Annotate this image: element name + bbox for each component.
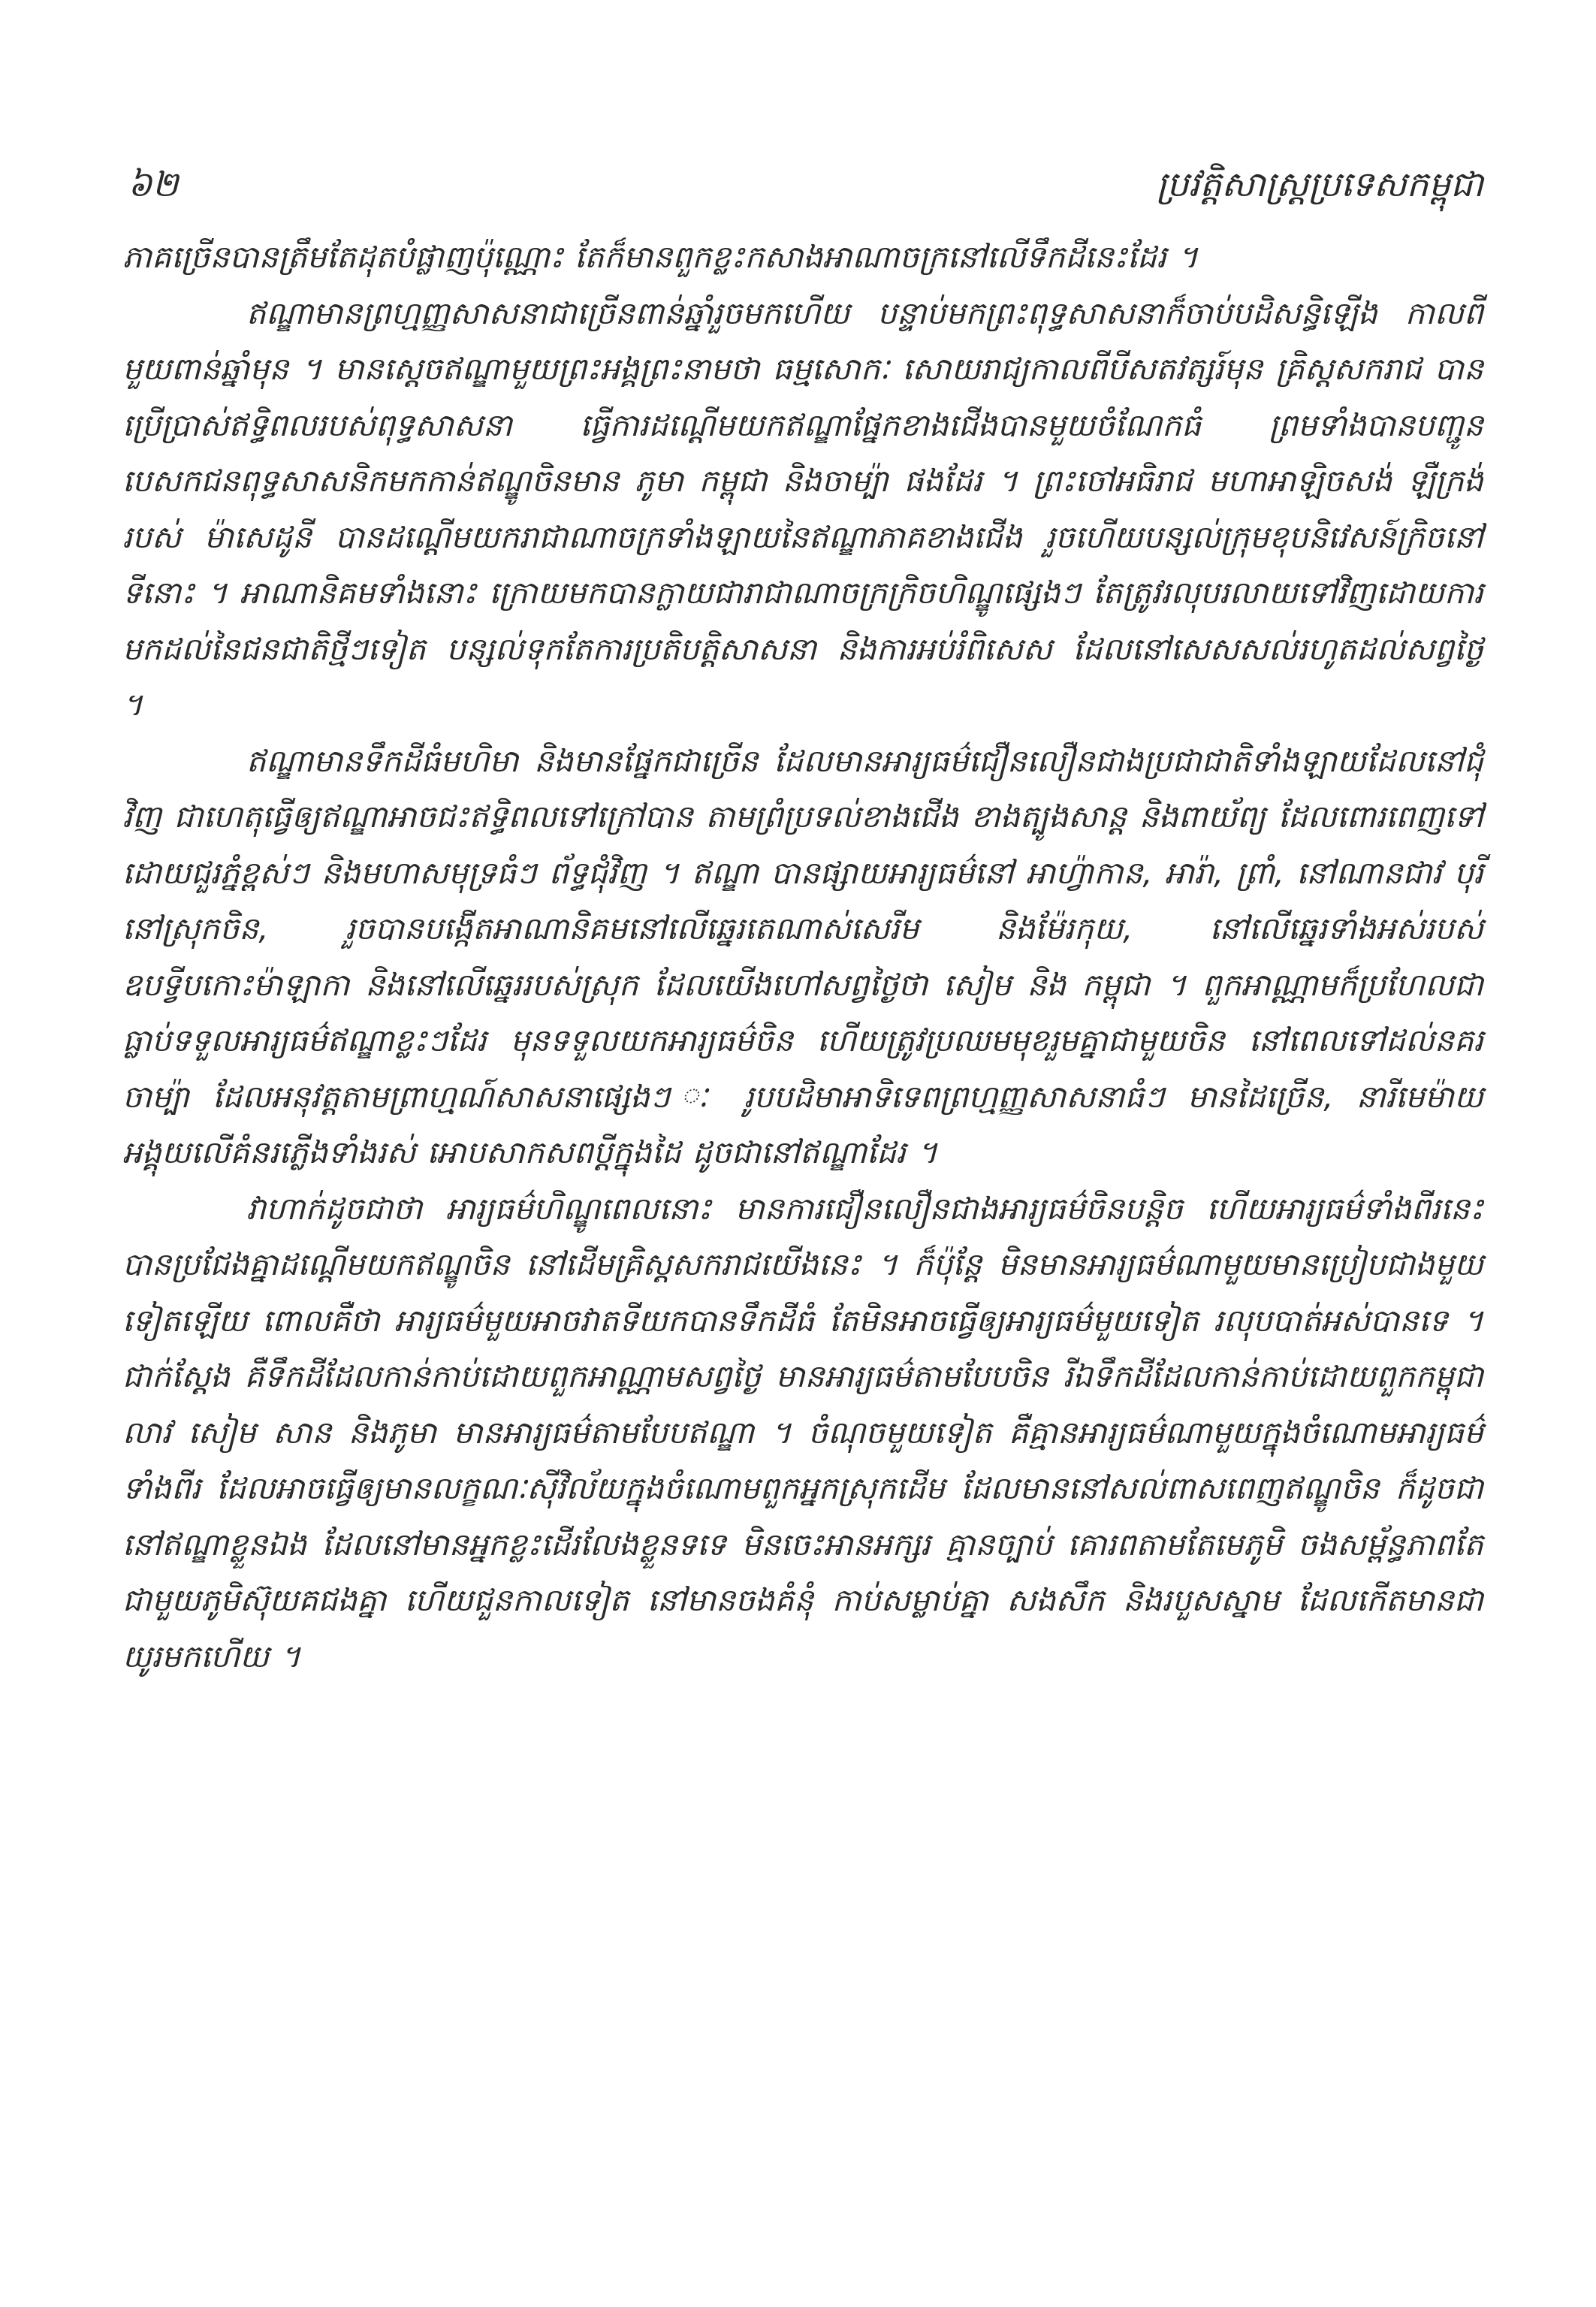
paragraph-india-influence: ឥណ្ឌាមានទឹកដីធំមហិមា និងមានផ្នែកជាច្រើន ដែលមានអារ្យធម៌ជឿនលឿនជាងប្រជាជាតិទាំងឡាយដែលនៅជុំវិញ ជាហេតុធ្វើឲ្យឥណ្ឌាអាចជះឥទ្ធិពលទៅក្រៅបាន តាមព្រំប្រទល់ខាងជើង ខាងត្បូងសាន្ត និងពាយ័ព្យ ដែលពោរពេញទៅដោយជួរភ្នំខ្ពស់ៗ និងមហាសមុទ្រធំៗ ព័ទ្ធជុំវិញ ។ ឥណ្ឌា បានផ្សាយអារ្យធម៌នៅ អាហ្វ៉ាកាន, អារ៉ា, ព្រាំ, នៅណានជាវ បុរីនៅស្រុកចិន, រួចបានបង្កើតអាណានិគមនៅលើឆ្នេរតេណាស់សេរីម និងម៉ែរកុយ, នៅលើឆ្នេរទាំងអស់របស់ឧបទ្វីបកោះម៉ាឡាកា និងនៅលើឆ្នេររបស់ស្រុក ដែលយើងហៅសព្វថ្ងៃថា សៀម និង កម្ពុជា ។ ពួកអាណ្ណាមក៏ប្រហែលជាធ្លាប់ទទួលអារ្យធម៌ឥណ្ឌាខ្លះៗដែរ មុនទទួលយកអារ្យធម៌ចិន ហើយត្រូវប្រឈមមុខរួមគ្នាជាមួយចិន នៅពេលទៅដល់នគរចាម្ប៉ា ដែលអនុវត្តតាមព្រាហ្មណ៍សាសនាផ្សេងៗ ៈ រូបបដិមាអាទិទេពព្រហ្មញ្ញសាសនាធំៗ មានដៃច្រើន, នារីមេម៉ាយអង្គុយលើគំនរភ្លើងទាំងរស់ អោបសាកសពប្ដីក្នុងដៃ ដូចជានៅឥណ្ឌាដែរ ។ <box>122 742 1483 1170</box>
paragraph-continuation: ភាគច្រើនបានត្រឹមតែដុតបំផ្លាញប៉ុណ្ណោះ តែក៏មានពួកខ្លះកសាងអាណាចក្រនៅលើទឹកដីនេះដែរ ។ <box>122 239 1199 275</box>
body-text <box>122 229 1483 1684</box>
book-title: ប្រវត្តិសាស្ត្រប្រទេសកម្ពុជា <box>1156 164 1483 204</box>
running-header <box>120 154 1483 214</box>
paragraph-civilizations-compared: វាហាក់ដូចជាថា អារ្យធម៌ហិណ្ឌូពេលនោះ មានការជឿនលឿនជាងអារ្យធម៌ចិនបន្តិច ហើយអារ្យធម៌ទាំងពីរនេះ បានប្រជែងគ្នាដណ្ដើមយកឥណ្ឌូចិន នៅដើមគ្រិស្តសករាជយើងនេះ ។ ក៏ប៉ុន្តែ មិនមានអារ្យធម៌ណាមួយមានប្រៀបជាងមួយទៀតឡើយ ពោលគឺថា អារ្យធម៌មួយអាចវាតទីយកបានទឹកដីធំ តែមិនអាចធ្វើឲ្យអារ្យធម៌មួយទៀត រលុបបាត់អស់បានទេ ។ ជាក់ស្ដែង គឺទឹកដីដែលកាន់កាប់ដោយពួកអាណ្ណាមសព្វថ្ងៃ មានអារ្យធម៌តាមបែបចិន រីឯទឹកដីដែលកាន់កាប់ដោយពួកកម្ពុជា លាវ សៀម សាន និងភូមា មានអារ្យធម៌តាមបែបឥណ្ឌា ។ ចំណុចមួយទៀត គឺគ្មានអារ្យធម៌ណាមួយក្នុងចំណោមអារ្យធម៌ទាំងពីរ ដែលអាចធ្វើឲ្យមានលក្ខណៈស៊ីវិល័យក្នុងចំណោមពួកអ្នកស្រុកដើម ដែលមាននៅសល់ពាសពេញឥណ្ឌូចិន ក៏ដូចជានៅឥណ្ឌាខ្លួនឯង ដែលនៅមានអ្នកខ្លះដើរលែងខ្លួនទទេ មិនចេះអានអក្សរ គ្មានច្បាប់ គោរពតាមតែមេភូមិ ចងសម្ព័ន្ធភាពតែជាមួយភូមិស៊ុយគជងគ្នា ហើយជួនកាលទៀត នៅមានចងគំនុំ កាប់សម្លាប់គ្នា សងសឹក និងរបួសស្នាម ដែលកើតមានជាយូរមកហើយ ។ <box>122 1190 1483 1674</box>
page-number: ៦២ <box>128 164 179 204</box>
paragraph-india-religions: ឥណ្ឌាមានព្រហ្មញ្ញសាសនាជាច្រើនពាន់ឆ្នាំរួចមកហើយ បន្ទាប់មកព្រះពុទ្ធសាសនាក៏ចាប់បដិសន្ធិឡើង កាលពីមួយពាន់ឆ្នាំមុន ។ មានស្ដេចឥណ្ឌាមួយព្រះអង្គព្រះនាមថា ធម្មសោកៈ សោយរាជ្យកាលពីបីសតវត្សរ៍មុន គ្រិស្តសករាជ បានប្រើប្រាស់ឥទ្ធិពលរបស់ពុទ្ធសាសនា ធ្វើការដណ្ដើមយកឥណ្ឌាផ្នែកខាងជើងបានមួយចំណែកធំ ព្រមទាំងបានបញ្ជូនបេសកជនពុទ្ធសាសនិកមកកាន់ឥណ្ឌូចិនមាន ភូមា កម្ពុជា និងចាម្ប៉ា ផងដែរ ។ ព្រះចៅអធិរាជ មហាអាឡិចសង់ ឡឺក្រង់ របស់ ម៉ាសេដូនី បានដណ្ដើមយករាជាណាចក្រទាំងឡាយនៃឥណ្ឌាភាគខាងជើង រួចហើយបន្សល់ក្រុមខុបនិវេសន៍ក្រិចនៅទីនោះ ។ អាណានិគមទាំងនោះ ក្រោយមកបានក្លាយជារាជាណាចក្រក្រិចហិណ្ឌូផ្សេងៗ តែត្រូវរលុបរលាយទៅវិញដោយការមកដល់នៃជនជាតិថ្មីៗទៀត បន្សល់ទុកតែការប្រតិបត្តិសាសនា និងការអប់រំពិសេស ដែលនៅសេសសល់រហូតដល់សព្វថ្ងៃ ។ <box>122 294 1483 723</box>
